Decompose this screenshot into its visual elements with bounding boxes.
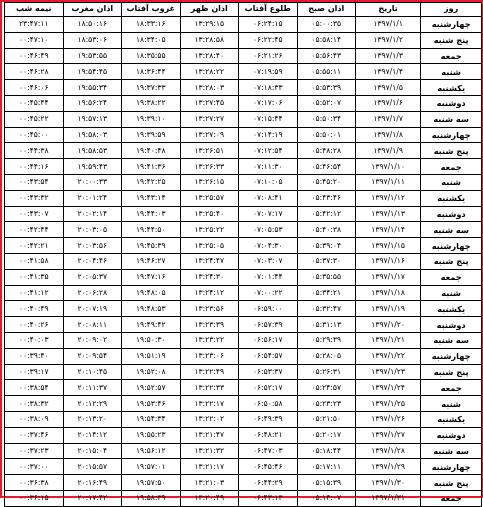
date-cell: ۱۳۹۷/۱/۱۵ xyxy=(356,238,421,254)
maghrib-cell: ۲۰:۰۸:۱۱ xyxy=(63,317,122,333)
table-row xyxy=(5,64,482,80)
maghrib-cell: ۲۰:۱۴:۱۲ xyxy=(63,427,122,443)
date-cell: ۱۳۹۷/۱/۲۹ xyxy=(356,459,421,475)
fajr-cell: ۰۵:۴۵:۲۰ xyxy=(297,174,356,190)
table-row xyxy=(5,238,482,254)
midnight-cell: ۰۰:۴۶:۲۸ xyxy=(5,64,64,80)
midnight-cell: ۰۰:۴۳:۵۴ xyxy=(5,174,64,190)
day-cell: جمعه xyxy=(421,380,482,396)
dhuhr-cell: ۱۳:۲۸:۵۸ xyxy=(180,32,239,48)
sunset-cell: ۱۹:۵۶:۱۲ xyxy=(122,443,181,459)
fajr-cell: ۰۵:۵۰:۳۴ xyxy=(297,111,356,127)
fajr-cell: ۰۵:۱۷:۱۱ xyxy=(297,459,356,475)
maghrib-cell: ۲۰:۰۳:۰۵ xyxy=(63,222,122,238)
dhuhr-cell: ۱۳:۲۲:۰۲ xyxy=(180,411,239,427)
fajr-cell: ۰۵:۴۰:۳۸ xyxy=(297,222,356,238)
fajr-cell: ۰۵:۵۵:۱۱ xyxy=(297,64,356,80)
sunset-cell: ۱۹:۵۲:۵۷ xyxy=(122,380,181,396)
date-cell: ۱۳۹۷/۱/۶ xyxy=(356,95,421,111)
fajr-cell: ۰۵:۰۰:۳۵ xyxy=(297,17,356,33)
column-header-fajr: اذان صبح xyxy=(297,3,356,17)
fajr-cell: ۰۵:۲۱:۵۰ xyxy=(297,411,356,427)
dhuhr-cell: ۱۳:۲۲:۱۷ xyxy=(180,396,239,412)
dhuhr-cell: ۱۳:۲۱:۴۷ xyxy=(180,427,239,443)
table-row xyxy=(5,332,482,348)
sunset-cell: ۱۹:۴۳:۱۴ xyxy=(122,190,181,206)
fajr-cell: ۰۵:۵۸:۱۴ xyxy=(297,32,356,48)
day-cell: پنج شنبه xyxy=(421,32,482,48)
table-row xyxy=(5,427,482,443)
table-row xyxy=(5,206,482,222)
sunset-cell: ۱۹:۴۵:۳۹ xyxy=(122,238,181,254)
date-cell: ۱۳۹۷/۱/۸ xyxy=(356,127,421,143)
day-cell: یکشنبه xyxy=(421,190,482,206)
fajr-cell: ۰۵:۲۶:۳۱ xyxy=(297,364,356,380)
table-row xyxy=(5,111,482,127)
date-cell: ۱۳۹۷/۱/۲۰ xyxy=(356,317,421,333)
fajr-cell: ۰۵:۴۳:۴۶ xyxy=(297,190,356,206)
dhuhr-cell: ۱۳:۲۲:۴۹ xyxy=(180,364,239,380)
dhuhr-cell: ۱۳:۲۸:۴۰ xyxy=(180,48,239,64)
date-cell: ۱۳۹۷/۱/۲ xyxy=(356,32,421,48)
dhuhr-cell: ۱۳:۲۱:۳۲ xyxy=(180,443,239,459)
day-cell: شنبه xyxy=(421,174,482,190)
day-cell: چهارشنبه xyxy=(421,238,482,254)
column-header-date: تاریخ xyxy=(356,3,421,17)
table-row xyxy=(5,143,482,159)
fajr-cell: ۰۵:۳۴:۲۱ xyxy=(297,285,356,301)
date-cell: ۱۳۹۷/۱/۱۲ xyxy=(356,190,421,206)
dhuhr-cell: ۱۳:۲۲:۳۳ xyxy=(180,380,239,396)
dhuhr-cell: ۱۳:۲۷:۰۹ xyxy=(180,127,239,143)
sunset-cell: ۱۹:۵۳:۴۶ xyxy=(122,396,181,412)
sunrise-cell: ۰۶:۲۲:۴۵ xyxy=(239,32,298,48)
midnight-cell: ۰۰:۳۸:۵۴ xyxy=(5,380,64,396)
sunrise-cell: ۰۷:۰۵:۵۳ xyxy=(239,222,298,238)
dhuhr-cell: ۱۳:۲۸:۰۳ xyxy=(180,80,239,96)
maghrib-cell: ۲۰:۱۲:۲۹ xyxy=(63,396,122,412)
fajr-cell: ۰۵:۱۴:۰۷ xyxy=(297,490,356,506)
dhuhr-cell: ۱۳:۲۸:۲۲ xyxy=(180,64,239,80)
midnight-cell: ۰۰:۳۸:۰۹ xyxy=(5,411,64,427)
sunset-cell: ۱۹:۵۱:۱۹ xyxy=(122,348,181,364)
fajr-cell: ۰۵:۲۴:۵۷ xyxy=(297,380,356,396)
dhuhr-cell: ۱۳:۲۵:۴۰ xyxy=(180,206,239,222)
day-cell: سه شنبه xyxy=(421,332,482,348)
table-row xyxy=(5,348,482,364)
table-row xyxy=(5,317,482,333)
table-row xyxy=(5,190,482,206)
fajr-cell: ۰۵:۱۸:۴۴ xyxy=(297,443,356,459)
sunset-cell: ۱۹:۳۹:۵۹ xyxy=(122,127,181,143)
sunset-cell: ۱۹:۵۷:۰۱ xyxy=(122,459,181,475)
midnight-cell: ۰۰:۳۶:۳۸ xyxy=(5,475,64,491)
date-cell: ۱۳۹۷/۱/۱۴ xyxy=(356,222,421,238)
maghrib-cell: ۲۰:۰۹:۰۲ xyxy=(63,332,122,348)
midnight-cell: ۰۰:۴۵:۴۴ xyxy=(5,95,64,111)
dhuhr-cell: ۱۳:۲۳:۳۹ xyxy=(180,317,239,333)
fajr-cell: ۰۵:۴۸:۲۸ xyxy=(297,143,356,159)
day-cell: دوشنبه xyxy=(421,317,482,333)
sunset-cell: ۱۹:۴۸:۵۳ xyxy=(122,301,181,317)
day-cell: پنج شنبه xyxy=(421,143,482,159)
fajr-cell: ۰۵:۳۹:۰۴ xyxy=(297,238,356,254)
sunrise-cell: ۰۶:۵۲:۱۷ xyxy=(239,380,298,396)
dhuhr-cell: ۱۳:۲۱:۱۷ xyxy=(180,459,239,475)
sunrise-cell: ۰۷:۱۵:۴۴ xyxy=(239,111,298,127)
table-row xyxy=(5,396,482,412)
table-row xyxy=(5,253,482,269)
date-cell: ۱۳۹۷/۱/۱۳ xyxy=(356,206,421,222)
day-cell: دوشنبه xyxy=(421,206,482,222)
date-cell: ۱۳۹۷/۱/۱۱ xyxy=(356,174,421,190)
sunrise-cell: ۰۶:۴۷:۰۳ xyxy=(239,443,298,459)
sunset-cell: ۱۹:۴۲:۲۵ xyxy=(122,174,181,190)
maghrib-cell: ۲۰:۰۹:۵۴ xyxy=(63,348,122,364)
midnight-cell: ۰۰:۴۲:۴۴ xyxy=(5,222,64,238)
sunset-cell: ۱۹:۵۵:۲۳ xyxy=(122,427,181,443)
sunset-cell: ۱۹:۵۰:۳۰ xyxy=(122,332,181,348)
sunset-cell: ۱۸:۳۳:۱۶ xyxy=(122,17,181,33)
table-row xyxy=(5,127,482,143)
day-cell: یکشنبه xyxy=(421,80,482,96)
maghrib-cell: ۲۰:۰۲:۱۴ xyxy=(63,206,122,222)
sunrise-cell: ۰۷:۱۲:۵۴ xyxy=(239,143,298,159)
sunset-cell: ۱۹:۵۲:۰۸ xyxy=(122,364,181,380)
sunset-cell: ۱۹:۳۹:۱۰ xyxy=(122,111,181,127)
column-header-sunrise: طلوع آفتاب xyxy=(239,3,298,17)
day-cell: سه شنبه xyxy=(421,111,482,127)
maghrib-cell: ۲۰:۰۷:۱۹ xyxy=(63,301,122,317)
sunrise-cell: ۰۶:۴۳:۱۳ xyxy=(239,490,298,506)
midnight-cell: ۰۰:۴۳:۳۲ xyxy=(5,190,64,206)
maghrib-cell: ۱۹:۵۸:۰۳ xyxy=(63,127,122,143)
maghrib-cell: ۲۰:۱۰:۴۵ xyxy=(63,364,122,380)
maghrib-cell: ۲۰:۱۳:۲۰ xyxy=(63,411,122,427)
sunset-cell: ۱۹:۵۷:۵۰ xyxy=(122,475,181,491)
date-cell: ۱۳۹۷/۱/۲۲ xyxy=(356,348,421,364)
day-cell: شنبه xyxy=(421,396,482,412)
sunrise-cell: ۰۷:۱۰:۰۵ xyxy=(239,174,298,190)
column-header-dhuhr: اذان ظهر xyxy=(180,3,239,17)
prayer-times-table xyxy=(4,2,482,507)
day-cell: سه شنبه xyxy=(421,443,482,459)
sunset-cell: ۱۹:۴۶:۲۷ xyxy=(122,253,181,269)
fajr-cell: ۰۵:۳۲:۴۷ xyxy=(297,301,356,317)
midnight-cell: ۰۰:۳۷:۰۰ xyxy=(5,459,64,475)
date-cell: ۱۳۹۷/۱/۱۰ xyxy=(356,159,421,175)
table-body xyxy=(5,17,482,507)
date-cell: ۱۳۹۷/۱/۲۳ xyxy=(356,364,421,380)
sunrise-cell: ۰۶:۵۰:۵۸ xyxy=(239,396,298,412)
dhuhr-cell: ۱۳:۲۳:۰۶ xyxy=(180,348,239,364)
day-cell: سه شنبه xyxy=(421,222,482,238)
maghrib-cell: ۱۸:۵۰:۱۶ xyxy=(63,17,122,33)
maghrib-cell: ۲۰:۰۵:۳۷ xyxy=(63,269,122,285)
dhuhr-cell: ۱۳:۲۴:۳۰ xyxy=(180,269,239,285)
sunrise-cell: ۰۷:۰۴:۳۰ xyxy=(239,238,298,254)
sunrise-cell: ۰۷:۱۱:۳۰ xyxy=(239,159,298,175)
fajr-cell: ۰۵:۵۶:۴۳ xyxy=(297,48,356,64)
midnight-cell: ۰۰:۳۹:۱۷ xyxy=(5,364,64,380)
sunrise-cell: ۰۷:۱۸:۳۳ xyxy=(239,80,298,96)
sunrise-cell: ۰۷:۰۱:۴۴ xyxy=(239,269,298,285)
sunrise-cell: ۰۷:۱۹:۵۹ xyxy=(239,64,298,80)
day-cell: شنبه xyxy=(421,285,482,301)
midnight-cell: ۰۰:۴۴:۳۸ xyxy=(5,143,64,159)
column-header-midnight: نیمه شب xyxy=(5,3,64,17)
sunset-cell: ۱۹:۴۱:۳۶ xyxy=(122,159,181,175)
midnight-cell: ۰۰:۴۶:۰۶ xyxy=(5,80,64,96)
dhuhr-cell: ۱۳:۲۰:۴۹ xyxy=(180,490,239,506)
sunset-cell: ۱۸:۳۶:۴۴ xyxy=(122,64,181,80)
sunset-cell: ۱۹:۳۸:۲۲ xyxy=(122,95,181,111)
maghrib-cell: ۱۸:۵۳:۰۶ xyxy=(63,32,122,48)
maghrib-cell: ۲۰:۰۶:۲۸ xyxy=(63,285,122,301)
date-cell: ۱۳۹۷/۱/۱ xyxy=(356,17,421,33)
fajr-cell: ۰۵:۳۵:۵۵ xyxy=(297,269,356,285)
fajr-cell: ۰۵:۲۳:۲۳ xyxy=(297,396,356,412)
midnight-cell: ۰۰:۴۱:۵۸ xyxy=(5,253,64,269)
date-cell: ۱۳۹۷/۱/۷ xyxy=(356,111,421,127)
maghrib-cell: ۲۰:۱۱:۳۷ xyxy=(63,380,122,396)
dhuhr-cell: ۱۳:۲۵:۵۷ xyxy=(180,190,239,206)
sunrise-cell: ۰۶:۵۳:۳۷ xyxy=(239,364,298,380)
midnight-cell: ۰۰:۴۷:۱۰ xyxy=(5,32,64,48)
sunrise-cell: ۰۶:۵۴:۵۷ xyxy=(239,348,298,364)
date-cell: ۱۳۹۷/۱/۲۵ xyxy=(356,396,421,412)
date-cell: ۱۳۹۷/۱/۲۱ xyxy=(356,332,421,348)
table-row xyxy=(5,159,482,175)
fajr-cell: ۰۵:۳۱:۱۳ xyxy=(297,317,356,333)
date-cell: ۱۳۹۷/۱/۹ xyxy=(356,143,421,159)
midnight-cell: ۰۰:۴۵:۰۰ xyxy=(5,127,64,143)
maghrib-cell: ۱۹:۵۶:۲۴ xyxy=(63,95,122,111)
column-header-day: روز xyxy=(421,3,482,17)
day-cell: چهارشنبه xyxy=(421,348,482,364)
date-cell: ۱۳۹۷/۱/۱۶ xyxy=(356,253,421,269)
maghrib-cell: ۲۰:۱۵:۰۴ xyxy=(63,443,122,459)
midnight-cell: ۰۰:۳۸:۳۲ xyxy=(5,396,64,412)
midnight-cell: ۰۰:۴۳:۰۷ xyxy=(5,206,64,222)
day-cell: شنبه xyxy=(421,64,482,80)
fajr-cell: ۰۵:۱۵:۳۹ xyxy=(297,475,356,491)
sunset-cell: ۱۹:۳۷:۳۳ xyxy=(122,80,181,96)
midnight-cell: ۲۳:۴۷:۱۱ xyxy=(5,17,64,33)
day-cell: چهارشنبه xyxy=(421,127,482,143)
fajr-cell: ۰۵:۵۰:۰۱ xyxy=(297,127,356,143)
day-cell: پنج شنبه xyxy=(421,364,482,380)
date-cell: ۱۳۹۷/۱/۱۸ xyxy=(356,285,421,301)
midnight-cell: ۰۰:۴۰:۲۶ xyxy=(5,317,64,333)
date-cell: ۱۳۹۷/۱/۳۱ xyxy=(356,490,421,506)
table-row xyxy=(5,285,482,301)
date-cell: ۱۳۹۷/۱/۵ xyxy=(356,80,421,96)
date-cell: ۱۳۹۷/۱/۲۴ xyxy=(356,380,421,396)
fajr-cell: ۰۵:۵۲:۰۷ xyxy=(297,95,356,111)
midnight-cell: ۰۰:۴۵:۲۲ xyxy=(5,111,64,127)
day-cell: چهارشنبه xyxy=(421,459,482,475)
table-row xyxy=(5,32,482,48)
fajr-cell: ۰۵:۲۹:۳۹ xyxy=(297,332,356,348)
maghrib-cell: ۲۰:۰۱:۲۴ xyxy=(63,190,122,206)
maghrib-cell: ۲۰:۱۶:۴۹ xyxy=(63,475,122,491)
sunset-cell: ۱۹:۴۸:۰۵ xyxy=(122,285,181,301)
table-row xyxy=(5,364,482,380)
date-cell: ۱۳۹۷/۱/۲۶ xyxy=(356,411,421,427)
fajr-cell: ۰۵:۲۸:۰۵ xyxy=(297,348,356,364)
table-row xyxy=(5,411,482,427)
column-header-sunset: غروب آفتاب xyxy=(122,3,181,17)
sunrise-cell: ۰۶:۴۵:۴۶ xyxy=(239,459,298,475)
sunset-cell: ۱۹:۴۹:۴۲ xyxy=(122,317,181,333)
sunrise-cell: ۰۶:۲۴:۱۵ xyxy=(239,17,298,33)
table-row xyxy=(5,475,482,491)
day-cell: جمعه xyxy=(421,48,482,64)
fajr-cell: ۰۵:۵۳:۳۹ xyxy=(297,80,356,96)
sunset-cell: ۱۹:۴۴:۰۳ xyxy=(122,206,181,222)
day-cell: یکشنبه xyxy=(421,301,482,317)
midnight-cell: ۰۰:۴۱:۳۵ xyxy=(5,269,64,285)
table-row xyxy=(5,301,482,317)
day-cell: یکشنبه xyxy=(421,411,482,427)
date-cell: ۱۳۹۷/۱/۴ xyxy=(356,64,421,80)
sunrise-cell: ۰۶:۵۷:۳۹ xyxy=(239,317,298,333)
table-row xyxy=(5,17,482,33)
dhuhr-cell: ۱۳:۲۳:۲۲ xyxy=(180,332,239,348)
fajr-cell: ۰۵:۲۰:۱۷ xyxy=(297,427,356,443)
table-row xyxy=(5,269,482,285)
date-cell: ۱۳۹۷/۱/۱۹ xyxy=(356,301,421,317)
sunrise-cell: ۰۷:۱۴:۱۹ xyxy=(239,127,298,143)
sunset-cell: ۱۹:۵۸:۳۹ xyxy=(122,490,181,506)
table-row xyxy=(5,95,482,111)
date-cell: ۱۳۹۷/۱/۲۷ xyxy=(356,427,421,443)
maghrib-cell: ۲۰:۰۴:۴۶ xyxy=(63,253,122,269)
sunrise-cell: ۰۶:۵۶:۱۷ xyxy=(239,332,298,348)
sunset-cell: ۱۸:۳۴:۰۵ xyxy=(122,32,181,48)
sunrise-cell: ۰۶:۴۸:۲۱ xyxy=(239,427,298,443)
maghrib-cell: ۱۹:۵۳:۵۵ xyxy=(63,48,122,64)
table-row xyxy=(5,459,482,475)
sunrise-cell: ۰۶:۴۴:۲۹ xyxy=(239,475,298,491)
dhuhr-cell: ۱۳:۲۶:۱۵ xyxy=(180,174,239,190)
dhuhr-cell: ۱۳:۲۵:۲۲ xyxy=(180,222,239,238)
dhuhr-cell: ۱۳:۲۷:۲۷ xyxy=(180,111,239,127)
maghrib-cell: ۲۰:۱۵:۵۷ xyxy=(63,459,122,475)
midnight-cell: ۰۰:۴۰:۰۳ xyxy=(5,332,64,348)
table-row xyxy=(5,174,482,190)
fajr-cell: ۰۵:۳۷:۳۰ xyxy=(297,253,356,269)
table-row xyxy=(5,380,482,396)
day-cell: پنج شنبه xyxy=(421,253,482,269)
sunset-cell: ۱۹:۴۰:۴۸ xyxy=(122,143,181,159)
date-cell: ۱۳۹۷/۱/۱۷ xyxy=(356,269,421,285)
maghrib-cell: ۲۰:۰۳:۵۶ xyxy=(63,238,122,254)
midnight-cell: ۰۰:۴۶:۴۹ xyxy=(5,48,64,64)
sunrise-cell: ۰۶:۲۱:۲۶ xyxy=(239,48,298,64)
maghrib-cell: ۱۹:۵۵:۳۴ xyxy=(63,80,122,96)
day-cell: جمعه xyxy=(421,490,482,506)
day-cell: پنج شنبه xyxy=(421,475,482,491)
sunset-cell: ۱۹:۵۴:۳۴ xyxy=(122,411,181,427)
dhuhr-cell: ۱۳:۲۴:۴۷ xyxy=(180,253,239,269)
day-cell: جمعه xyxy=(421,269,482,285)
sunrise-cell: ۰۷:۰۸:۴۱ xyxy=(239,190,298,206)
sunrise-cell: ۰۷:۱۷:۰۶ xyxy=(239,95,298,111)
midnight-cell: ۰۰:۳۹:۴۰ xyxy=(5,348,64,364)
column-header-maghrib: اذان مغرب xyxy=(63,3,122,17)
sunrise-cell: ۰۷:۰۳:۰۷ xyxy=(239,253,298,269)
table-row xyxy=(5,222,482,238)
dhuhr-cell: ۱۳:۲۵:۰۵ xyxy=(180,238,239,254)
midnight-cell: ۰۰:۴۱:۱۲ xyxy=(5,285,64,301)
maghrib-cell: ۱۹:۵۸:۵۳ xyxy=(63,143,122,159)
dhuhr-cell: ۱۳:۲۷:۴۵ xyxy=(180,95,239,111)
maghrib-cell: ۲۰:۰۰:۳۳ xyxy=(63,174,122,190)
midnight-cell: ۰۰:۳۶:۱۵ xyxy=(5,490,64,506)
dhuhr-cell: ۱۳:۲۶:۳۳ xyxy=(180,159,239,175)
sunrise-cell: ۰۶:۴۹:۳۹ xyxy=(239,411,298,427)
midnight-cell: ۰۰:۴۴:۱۶ xyxy=(5,159,64,175)
maghrib-cell: ۲۰:۱۷:۴۲ xyxy=(63,490,122,506)
table-row xyxy=(5,80,482,96)
dhuhr-cell: ۱۳:۲۳:۵۶ xyxy=(180,301,239,317)
fajr-cell: ۰۵:۴۲:۱۲ xyxy=(297,206,356,222)
table-row xyxy=(5,443,482,459)
sunset-cell: ۱۹:۴۴:۵۰ xyxy=(122,222,181,238)
date-cell: ۱۳۹۷/۱/۳۰ xyxy=(356,475,421,491)
midnight-cell: ۰۰:۴۰:۴۹ xyxy=(5,301,64,317)
sunset-cell: ۱۸:۳۵:۵۵ xyxy=(122,48,181,64)
sunrise-cell: ۰۷:۰۰:۲۲ xyxy=(239,285,298,301)
midnight-cell: ۰۰:۳۷:۴۶ xyxy=(5,427,64,443)
maghrib-cell: ۱۹:۵۷:۱۳ xyxy=(63,111,122,127)
dhuhr-cell: ۱۳:۲۱:۰۳ xyxy=(180,475,239,491)
day-cell: جمعه xyxy=(421,159,482,175)
day-cell: دوشنبه xyxy=(421,95,482,111)
table-row xyxy=(5,48,482,64)
midnight-cell: ۰۰:۳۷:۲۳ xyxy=(5,443,64,459)
dhuhr-cell: ۱۳:۲۶:۵۱ xyxy=(180,143,239,159)
sunrise-cell: ۰۶:۵۹:۰۰ xyxy=(239,301,298,317)
day-cell: چهارشنبه xyxy=(421,17,482,33)
midnight-cell: ۰۰:۴۲:۲۱ xyxy=(5,238,64,254)
table-header-row xyxy=(5,3,482,17)
dhuhr-cell: ۱۳:۲۴:۱۲ xyxy=(180,285,239,301)
date-cell: ۱۳۹۷/۱/۳ xyxy=(356,48,421,64)
dhuhr-cell: ۱۳:۲۹:۱۵ xyxy=(180,17,239,33)
date-cell: ۱۳۹۷/۱/۲۸ xyxy=(356,443,421,459)
fajr-cell: ۰۵:۴۶:۵۴ xyxy=(297,159,356,175)
sunset-cell: ۱۹:۴۷:۱۶ xyxy=(122,269,181,285)
maghrib-cell: ۱۹:۵۴:۴۵ xyxy=(63,64,122,80)
sunrise-cell: ۰۷:۰۷:۱۷ xyxy=(239,206,298,222)
day-cell: دوشنبه xyxy=(421,427,482,443)
table-row xyxy=(5,490,482,506)
maghrib-cell: ۱۹:۵۹:۴۳ xyxy=(63,159,122,175)
